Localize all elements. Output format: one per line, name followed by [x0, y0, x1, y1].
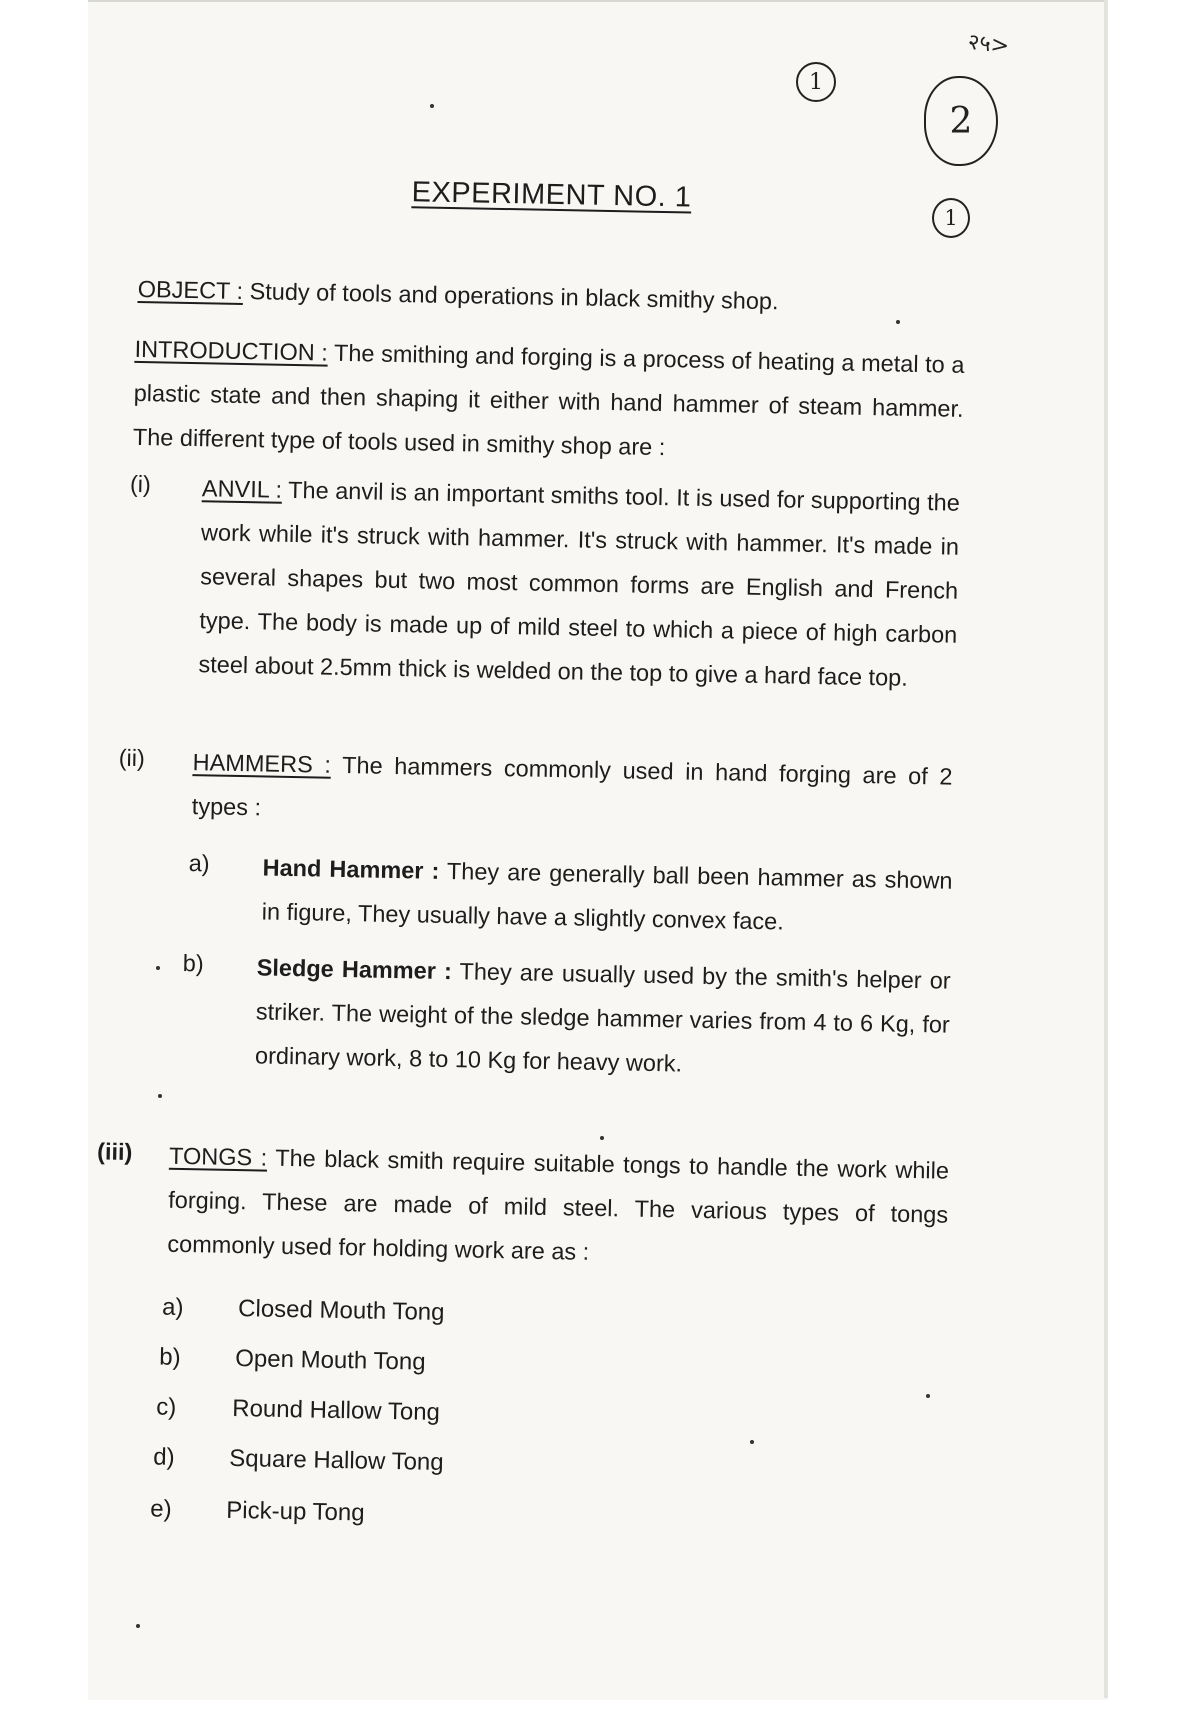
- tongs-paragraph: [167, 1134, 949, 1281]
- object-paragraph: [137, 267, 978, 327]
- circled-number-small-text: 1: [944, 206, 958, 230]
- sledge-hammer-paragraph: [255, 945, 951, 1090]
- hand-hammer-text: They are generally ball been hammer as shown in figure, They usually have a slightly convex face.: [261, 857, 953, 935]
- tongs-text: The black smith require suitable tongs to handle the work while forging. These are made of mild steel. The various types of tongs commonly used for holding work are as :: [167, 1144, 950, 1265]
- circled-page-number-text: 2: [949, 100, 973, 142]
- sledge-hammer-label: Sledge Hammer :: [256, 954, 453, 985]
- tongs-label: TONGS :: [168, 1142, 268, 1171]
- tong-marker-e: e): [150, 1495, 172, 1523]
- tong-item-d: Square Hallow Tong: [229, 1444, 444, 1477]
- introduction-paragraph: [132, 327, 964, 475]
- scan-speck: [896, 320, 900, 324]
- anvil-label: ANVIL :: [201, 475, 283, 503]
- section-marker-hammers: (ii): [118, 744, 146, 772]
- introduction-label: INTRODUCTION :: [134, 335, 329, 366]
- tong-marker-c: c): [156, 1393, 177, 1421]
- tong-marker-b: b): [158, 1343, 181, 1371]
- object-text: Study of tools and operations in black smithy shop.: [242, 277, 779, 315]
- hammers-text: The hammers commonly used in hand forging are of 2 types :: [191, 751, 953, 821]
- tong-marker-a: a): [161, 1293, 184, 1322]
- tong-item-b: Open Mouth Tong: [234, 1345, 426, 1376]
- scan-speck: [136, 1624, 140, 1628]
- scan-speck: [600, 1136, 604, 1140]
- hand-hammer-paragraph: [261, 845, 953, 946]
- tong-item-a: Closed Mouth Tong: [237, 1295, 445, 1327]
- tong-item-c: Round Hallow Tong: [232, 1394, 441, 1426]
- hammers-paragraph: [191, 740, 953, 843]
- sledge-hammer-text: They are usually used by the smith's helper or striker. The weight of the sledge hammer varies from 4 to 6 Kg, for ordinary work, 8 to 10 Kg for heavy work.: [254, 958, 951, 1077]
- scan-speck: [158, 1094, 162, 1098]
- anvil-text: The anvil is an important smiths tool. It is used for supporting the work while it's struck with hammer. It's struck with hammer. It's made in several shapes but two most common forms are English and French type. The body is made up of mild steel to which a piece of high carbon steel about 2.5mm thick is welded on the top to give a hard face top.: [198, 476, 961, 691]
- tong-item-e: Pick-up Tong: [226, 1496, 365, 1527]
- hammer-marker-a: a): [188, 850, 210, 877]
- tong-marker-d: d): [153, 1443, 175, 1471]
- scan-speck: [156, 966, 160, 970]
- hammers-label: HAMMERS :: [192, 749, 332, 778]
- object-label: OBJECT :: [137, 275, 244, 304]
- hand-hammer-label: Hand Hammer :: [262, 854, 440, 884]
- anvil-paragraph: [198, 466, 960, 701]
- scan-speck: [430, 104, 434, 108]
- scan-speck: [750, 1440, 754, 1444]
- hammer-marker-b: b): [182, 949, 204, 977]
- page-title: EXPERIMENT NO. 1: [411, 176, 692, 214]
- circled-number-top-text: 1: [809, 69, 823, 95]
- handwritten-scrawl: २५>: [966, 29, 1011, 60]
- introduction-text: The smithing and forging is a process of heating a metal to a plastic state and then shaping it either with hand hammer of steam hammer. The different type of tools used in smithy shop are :: [132, 339, 965, 461]
- section-marker-tongs: (iii): [96, 1138, 133, 1166]
- scan-speck: [926, 1394, 930, 1398]
- section-marker-anvil: (i): [129, 470, 152, 498]
